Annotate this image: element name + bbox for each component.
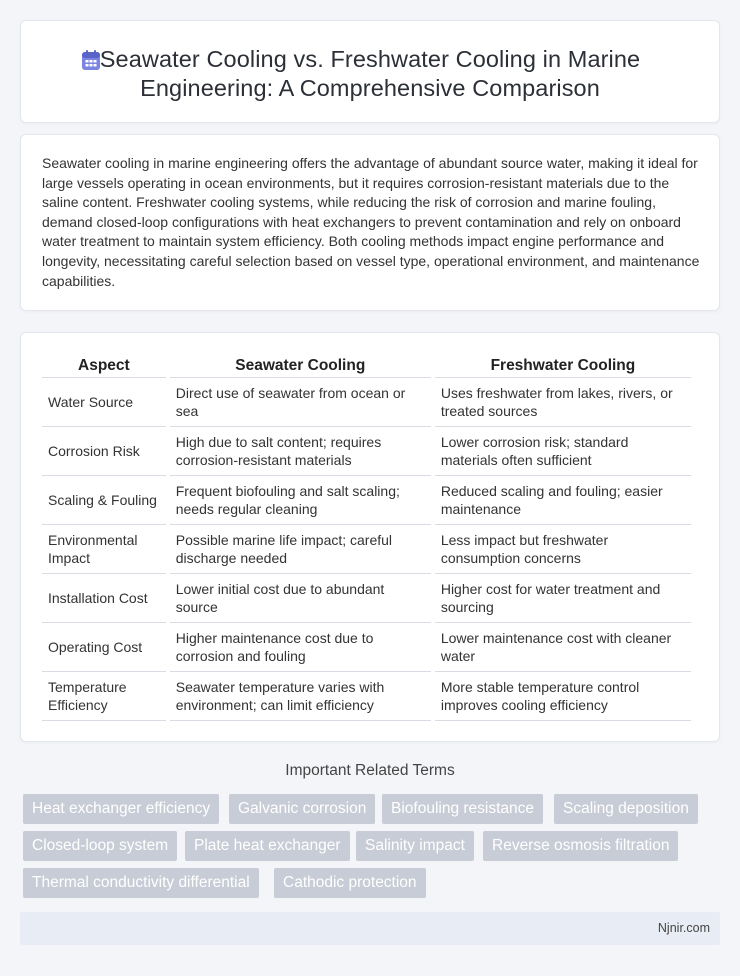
- term-tag[interactable]: Thermal conductivity differential: [23, 868, 259, 898]
- header-aspect: Aspect: [42, 354, 166, 378]
- aspect-cell: Operating Cost: [42, 623, 166, 672]
- term-tag[interactable]: Cathodic protection: [274, 868, 426, 898]
- header-seawater: Seawater Cooling: [170, 354, 431, 378]
- title-card: [20, 20, 720, 123]
- aspect-cell: Water Source: [42, 378, 166, 427]
- term-tag[interactable]: Closed-loop system: [23, 831, 177, 861]
- freshwater-cell: Lower maintenance cost with cleaner water: [435, 623, 691, 672]
- freshwater-cell: Less impact but freshwater consumption concerns: [435, 525, 691, 574]
- aspect-cell: Installation Cost: [42, 574, 166, 623]
- aspect-cell: Corrosion Risk: [42, 427, 166, 476]
- footer-site-link[interactable]: Njnir.com: [657, 921, 710, 935]
- freshwater-cell: Reduced scaling and fouling; easier maintenance: [435, 476, 691, 525]
- term-tag[interactable]: Salinity impact: [356, 831, 474, 861]
- seawater-cell: Frequent biofouling and salt scaling; needs regular cleaning: [170, 476, 431, 525]
- freshwater-cell: More stable temperature control improves cooling efficiency: [435, 672, 691, 721]
- seawater-cell: Seawater temperature varies with environment; can limit efficiency: [170, 672, 431, 721]
- term-tag[interactable]: Galvanic corrosion: [229, 794, 375, 824]
- aspect-cell: Scaling & Fouling: [42, 476, 166, 525]
- table-row: [42, 672, 691, 721]
- table-row: [42, 427, 691, 476]
- seawater-cell: Higher maintenance cost due to corrosion and fouling: [170, 623, 431, 672]
- seawater-cell: High due to salt content; requires corrosion-resistant materials: [170, 427, 431, 476]
- header-freshwater: Freshwater Cooling: [435, 354, 691, 378]
- footer: [20, 912, 720, 945]
- table-row: [42, 378, 691, 427]
- intro-paragraph: Seawater cooling in marine engineering offers the advantage of abundant source water, making it ideal for large vessels operating in ocean environments, but it requires corrosion-resistant materials due to the saline content. Freshwater cooling systems, while reducing the risk of corrosion and marine fouling, demand closed-loop configurations with heat exchangers to prevent contamination and rely on onboard water treatment to maintain system efficiency. Both cooling methods impact engine performance and longevity, necessitating careful selection based on vessel type, operational environment, and maintenance capabilities.: [42, 155, 700, 289]
- term-tag[interactable]: Biofouling resistance: [382, 794, 543, 824]
- term-tag[interactable]: Reverse osmosis filtration: [483, 831, 678, 861]
- freshwater-cell: Uses freshwater from lakes, rivers, or treated sources: [435, 378, 691, 427]
- freshwater-cell: Higher cost for water treatment and sourcing: [435, 574, 691, 623]
- intro-card: [20, 134, 720, 311]
- comparison-table-card: [20, 332, 720, 742]
- seawater-cell: Possible marine life impact; careful discharge needed: [170, 525, 431, 574]
- aspect-cell: Temperature Efficiency: [42, 672, 166, 721]
- term-tag[interactable]: Heat exchanger efficiency: [23, 794, 219, 824]
- comparison-table: [38, 354, 695, 721]
- table-row: [42, 525, 691, 574]
- freshwater-cell: Lower corrosion risk; standard materials often sufficient: [435, 427, 691, 476]
- term-tag[interactable]: Scaling deposition: [554, 794, 698, 824]
- term-tag[interactable]: Plate heat exchanger: [185, 831, 350, 861]
- page-title: Seawater Cooling vs. Freshwater Cooling in Marine Engineering: A Comprehensive Comparison: [99, 46, 641, 101]
- seawater-cell: Direct use of seawater from ocean or sea: [170, 378, 431, 427]
- table-row: [42, 574, 691, 623]
- table-header-row: [42, 354, 691, 378]
- table-row: [42, 623, 691, 672]
- aspect-cell: Environmental Impact: [42, 525, 166, 574]
- related-terms-title: Important Related Terms: [285, 762, 455, 779]
- table-row: [42, 476, 691, 525]
- seawater-cell: Lower initial cost due to abundant source: [170, 574, 431, 623]
